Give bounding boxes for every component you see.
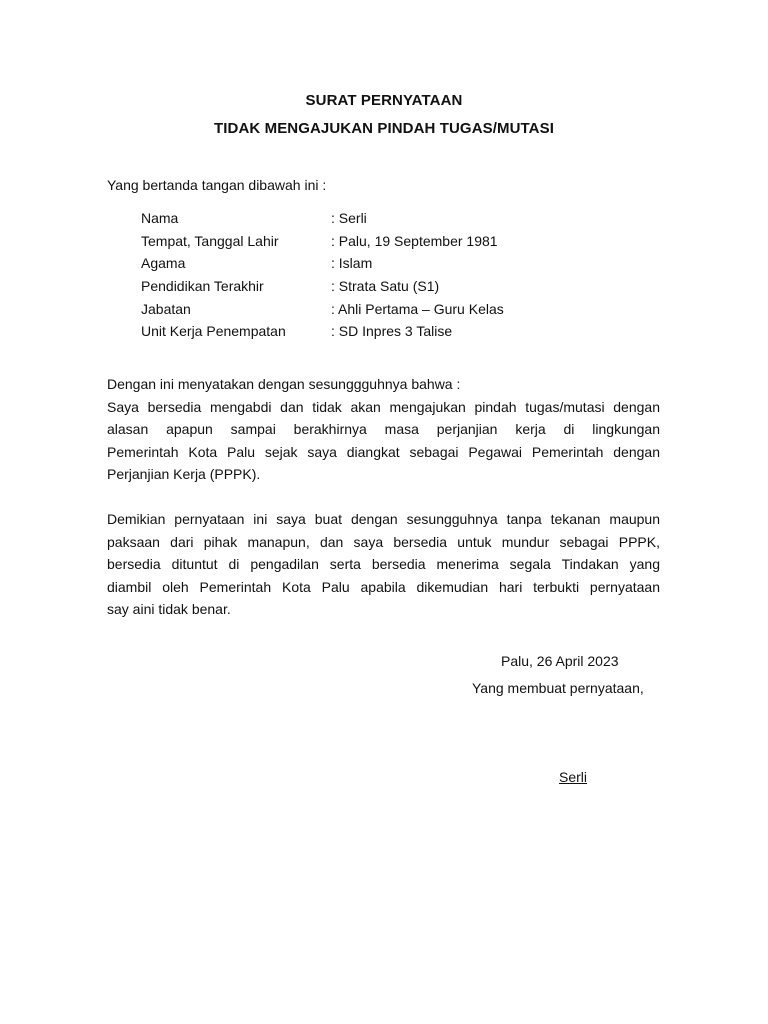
paragraph-line: say aini tidak benar. <box>107 601 231 618</box>
statement-paragraph <box>107 373 660 486</box>
field-row-nama <box>141 207 504 230</box>
field-row-jabatan <box>141 297 504 320</box>
field-label: Nama <box>141 210 179 227</box>
document-subtitle: TIDAK MENGAJUKAN PINDAH TUGAS/MUTASI <box>214 120 554 137</box>
field-value: : Strata Satu (S1) <box>331 278 440 295</box>
field-value: : Islam <box>331 255 373 272</box>
paragraph-line: Demikian pernyataan ini saya buat dengan sesungguhnya tanpa tekanan maupun <box>107 511 660 527</box>
paragraph-line: alasan apapun sampai berakhirnya masa perjanjian kerja di lingkungan <box>107 421 660 438</box>
paragraph-line: Saya bersedia mengabdi dan tidak akan mengajukan pindah tugas/mutasi dengan <box>107 398 660 415</box>
field-label: Agama <box>141 255 186 272</box>
field-value: : Palu, 19 September 1981 <box>331 232 498 249</box>
paragraph-line: Dengan ini menyatakan dengan sesunggguhnya bahwa : <box>107 376 461 392</box>
paragraph-line: bersedia dituntut di pengadilan serta bersedia menerima segala Tindakan yang <box>107 556 660 573</box>
field-value: : SD Inpres 3 Talise <box>331 323 453 340</box>
field-row-pendidikan <box>141 275 504 298</box>
field-row-unit-kerja <box>141 320 504 343</box>
paragraph-line: Perjanjian Kerja (PPPK). <box>107 466 261 483</box>
field-label: Jabatan <box>141 300 191 317</box>
paragraph-line: paksaan dari pihak manapun, dan saya bersedia untuk mundur sebagai PPPK, <box>107 533 660 550</box>
signature-name: Serli <box>559 769 588 785</box>
paragraph-line: Pemerintah Kota Palu sejak saya diangkat sebagai Pegawai Pemerintah dengan <box>107 443 660 460</box>
field-label: Tempat, Tanggal Lahir <box>141 232 279 249</box>
document-title: SURAT PERNYATAAN <box>305 92 463 109</box>
field-value: : Serli <box>331 210 367 227</box>
field-row-tempat-tanggal-lahir <box>141 230 504 253</box>
identity-fields <box>141 207 504 343</box>
paragraph-line: diambil oleh Pemerintah Kota Palu apabila dikemudian hari terbukti pernyataan <box>107 578 660 595</box>
field-label: Pendidikan Terakhir <box>141 278 264 295</box>
signature-place-date: Palu, 26 April 2023 <box>501 653 619 669</box>
signature-maker-label: Yang membuat pernyataan, <box>472 680 644 696</box>
closing-paragraph <box>107 508 660 621</box>
field-row-agama <box>141 252 504 275</box>
field-label: Unit Kerja Penempatan <box>141 323 286 340</box>
intro-text: Yang bertanda tangan dibawah ini : <box>107 177 327 193</box>
field-value: : Ahli Pertama – Guru Kelas <box>331 300 504 317</box>
